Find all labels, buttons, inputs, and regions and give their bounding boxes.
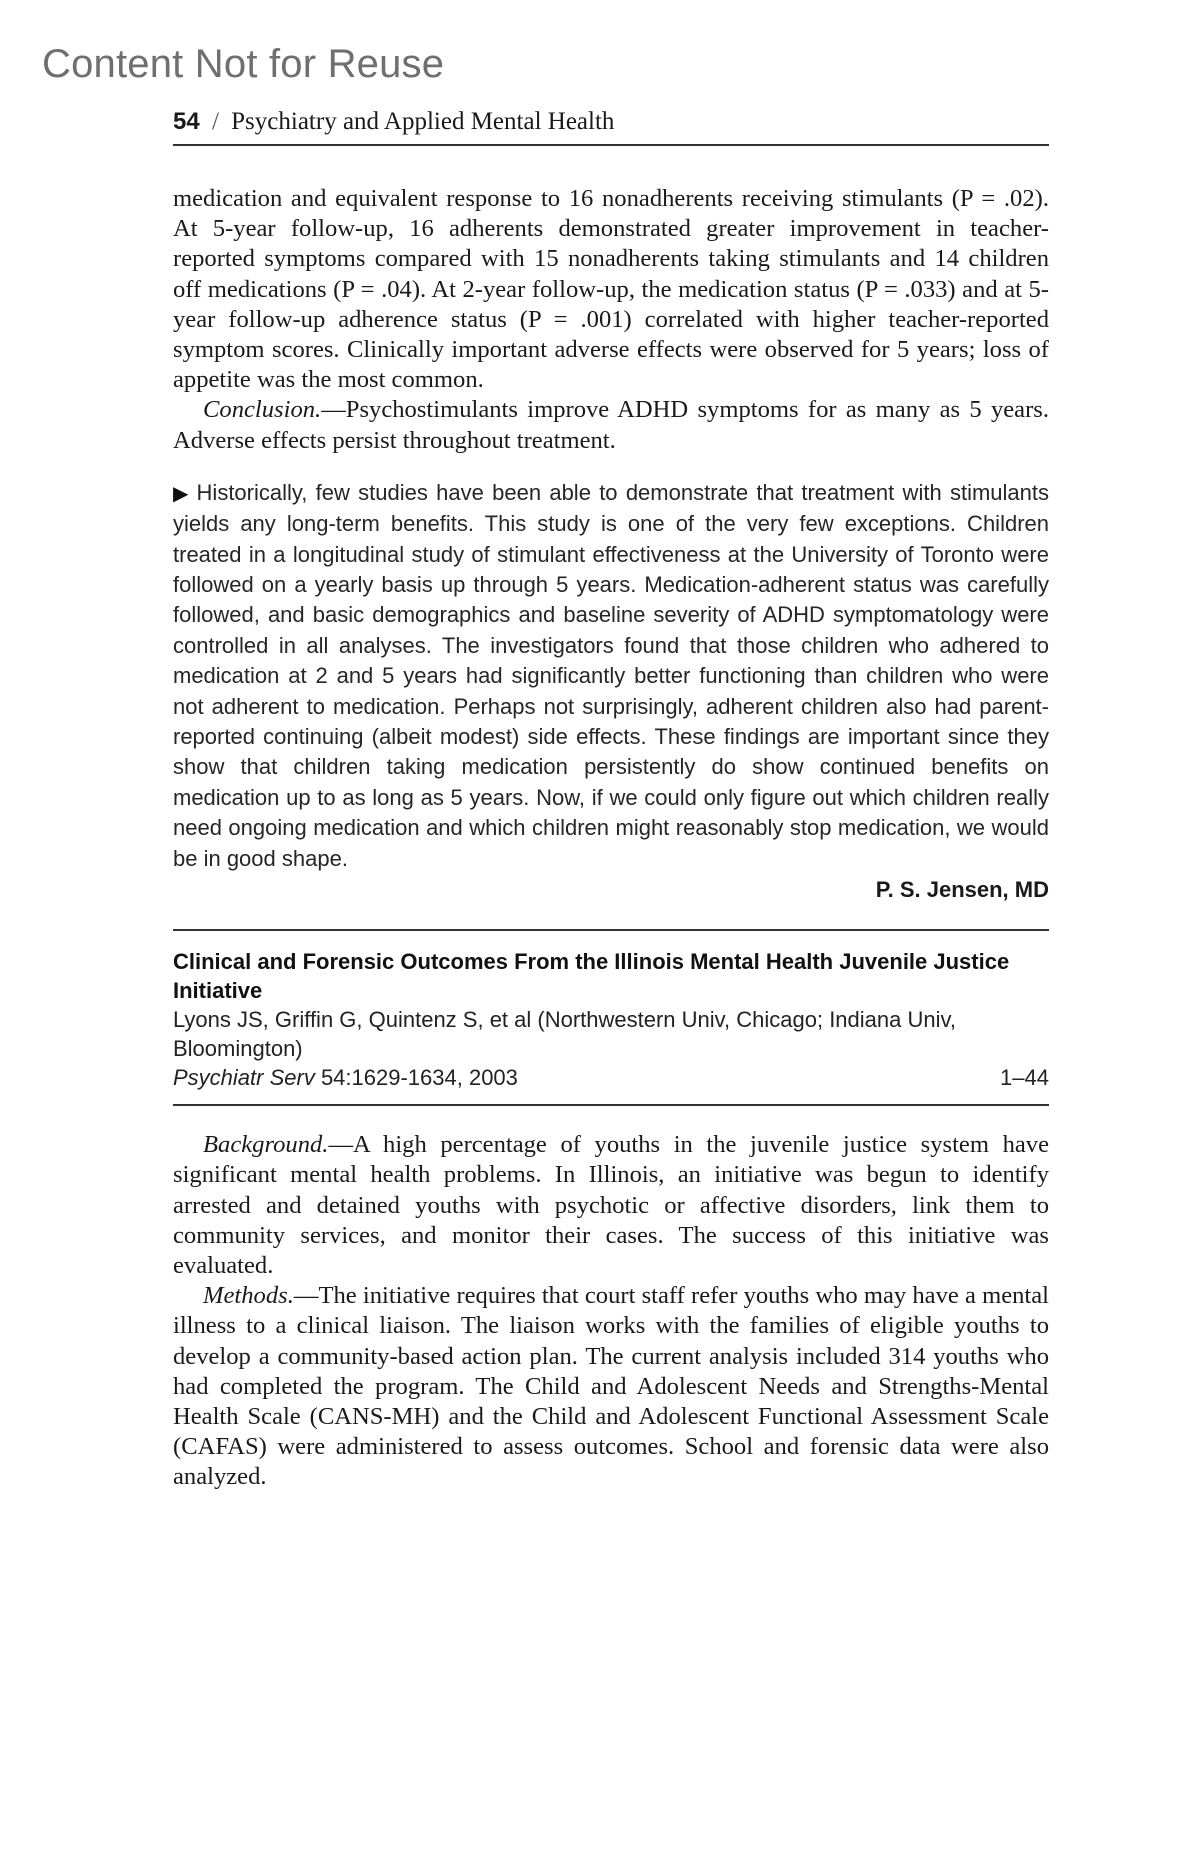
citation-row xyxy=(173,1063,1049,1092)
running-header xyxy=(173,108,1049,146)
commentary-text: Historically, few studies have been able to demonstrate that treatment with stimulants yields any long-term benefits. This study is one of the very few exceptions. Children treated in a longitudinal study of stimulant effectiveness at the University of Toronto were followed on a yearly basis up through 5 years. Medication-adherent status was carefully followed, and basic demographics and baseline severity of ADHD symptomatology were controlled in all analyses. The investigators found that those children who adhered to medication at 2 and 5 years had significantly better functioning than children who were not adherent to medication. Perhaps not surprisingly, adherent children also had parent-reported continuing (albeit modest) side effects. These findings are important since they show that children taking medication persistently do show continued benefits on medication up to as long as 5 years. Now, if we could only figure out which children really need ongoing medication and which children might reasonably stop medication, we would be in good shape. xyxy=(173,479,1049,871)
journal-reference xyxy=(173,1063,518,1092)
methods-paragraph xyxy=(173,1281,1049,1492)
article-authors: Lyons JS, Griffin G, Quintenz S, et al (Northwestern Univ, Chicago; Indiana Univ, Bloomington) xyxy=(173,1007,956,1062)
journal-name: Psychiatry and Applied Mental Health xyxy=(231,108,615,135)
commentary-arrow-icon: ▶ xyxy=(173,482,191,505)
header-separator: / xyxy=(211,108,219,135)
continued-abstract xyxy=(173,184,1049,456)
background-paragraph xyxy=(173,1130,1049,1281)
conclusion-paragraph xyxy=(173,395,1049,455)
conclusion-text: —Psychostimulants improve ADHD symptoms for as many as 5 years. Adverse effects persist throughout treatment. xyxy=(173,396,1049,454)
journal-volume-pages: 54:1629-1634, 2003 xyxy=(314,1065,518,1091)
page-number: 54 xyxy=(173,108,200,135)
background-text: —A high percentage of youths in the juvenile justice system have significant mental health problems. In Illinois, an initiative was begun to identify arrested and detained youths with psychotic or affective disorders, link them to community services, and monitor their cases. The success of this initiative was evaluated. xyxy=(173,1131,1049,1279)
article-title: Clinical and Forensic Outcomes From the Illinois Mental Health Juvenile Justice Initiative xyxy=(173,949,1010,1004)
conclusion-label: Conclusion. xyxy=(203,396,322,424)
page-content xyxy=(173,108,1049,1493)
editorial-commentary xyxy=(173,478,1049,874)
article-citation xyxy=(173,929,1049,1106)
results-paragraph: medication and equivalent response to 16 nonadherents receiving stimulants (P = .02). At 5-year follow-up, 16 adherents demonstrated greater improvement in teacher-reported symptoms compared with 15 nonadherents taking stimulants and 14 children off medications (P = .04). At 2-year follow-up, the medication status (P = .033) and at 5-year follow-up adherence status (P = .001) correlated with higher teacher-reported symptom scores. Clinically important adverse effects were observed for 5 years; loss of appetite was the most common. xyxy=(173,185,1049,394)
methods-text: —The initiative requires that court staff refer youths who may have a mental illness to a clinical liaison. The liaison works with the families of eligible youths to develop a community-based action plan. The current analysis included 314 youths who had completed the program. The Child and Adolescent Needs and Strengths-Mental Health Scale (CANS-MH) and the Child and Adolescent Functional Assessment Scale (CAFAS) were administered to assess outcomes. School and forensic data were also analyzed. xyxy=(173,1282,1049,1491)
item-number: 1–44 xyxy=(1000,1065,1049,1091)
background-label: Background. xyxy=(203,1131,329,1159)
methods-label: Methods. xyxy=(203,1282,294,1310)
watermark: Content Not for Reuse xyxy=(42,42,445,86)
journal-abbrev: Psychiatr Serv xyxy=(173,1065,315,1091)
commentary-author: P. S. Jensen, MD xyxy=(875,877,1049,903)
article-abstract xyxy=(173,1130,1049,1492)
